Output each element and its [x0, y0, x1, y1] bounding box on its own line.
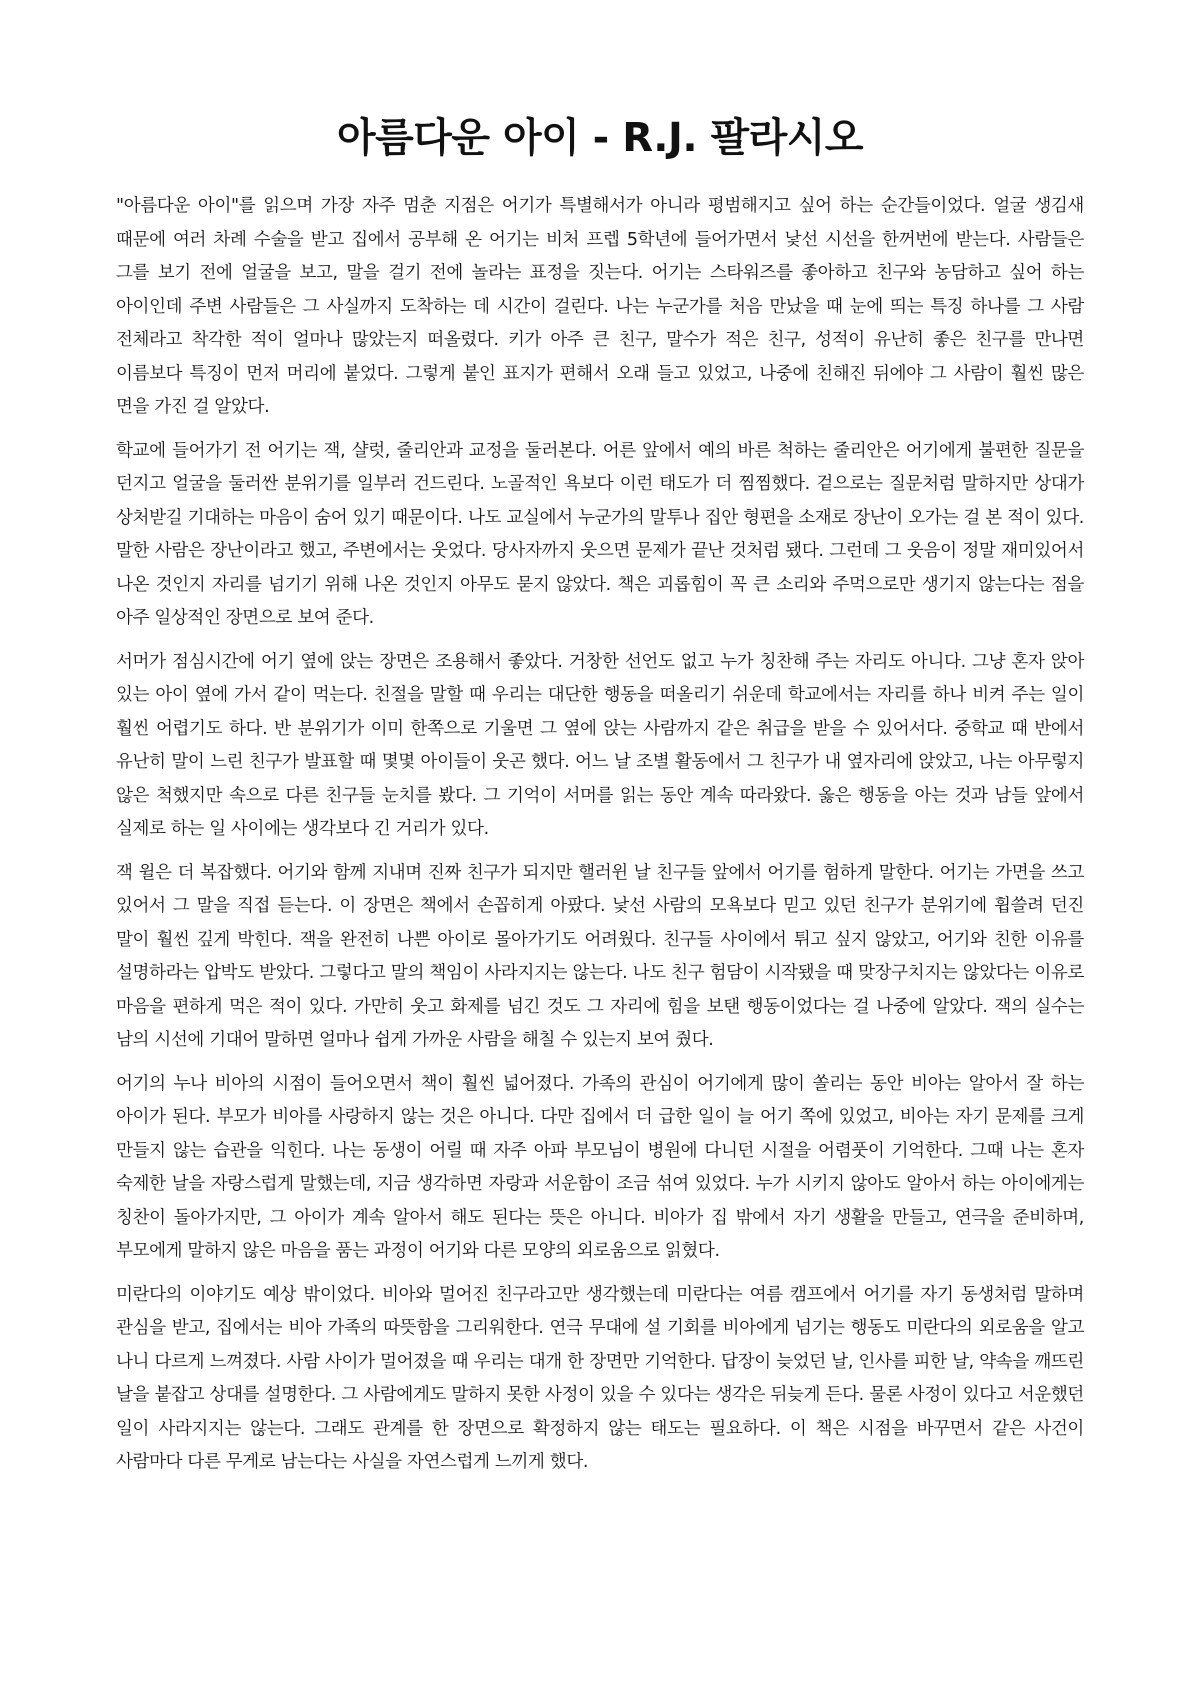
- body-paragraph: 서머가 점심시간에 어기 옆에 앉는 장면은 조용해서 좋았다. 거창한 선언도 없고 누가 칭찬해 주는 자리도 아니다. 그냥 혼자 앉아 있는 아이 옆에 가서 같이 먹는다. 친절을 말할 때 우리는 대단한 행동을 떠올리기 쉬운데 학교에서는 자리를 하나 비켜 주는 일이 훨씬 어렵기도 하다. 반 분위기가 이미 한쪽으로 기울면 그 옆에 앉는 사람까지 같은 취급을 받을 수 있어서다. 중학교 때 반에서 유난히 말이 느린 친구가 발표할 때 몇몇 아이들이 웃곤 했다. 어느 날 조별 활동에서 그 친구가 내 옆자리에 앉았고, 나는 아무렇지 않은 척했지만 속으로 다른 친구들 눈치를 봤다. 그 기억이 서머를 읽는 동안 계속 따라왔다. 옳은 행동을 아는 것과 남들 앞에서 실제로 하는 일 사이에는 생각보다 긴 거리가 있다.: [116, 651, 1084, 839]
- document-title: 아름다운 아이 - R.J. 팔라시오: [336, 115, 864, 161]
- body-paragraph: 잭 윌은 더 복잡했다. 어기와 함께 지내며 진짜 친구가 되지만 핼러윈 날 친구들 앞에서 어기를 험하게 말한다. 어기는 가면을 쓰고 있어서 그 말을 직접 듣는다. 이 장면은 책에서 손꼽히게 아팠다. 낯선 사람의 모욕보다 믿고 있던 친구가 분위기에 휩쓸려 던진 말이 훨씬 깊게 박힌다. 잭을 완전히 나쁜 아이로 몰아가기도 어려웠다. 친구들 사이에서 튀고 싶지 않았고, 어기와 친한 이유를 설명하라는 압박도 받았다. 그렇다고 말의 책임이 사라지지는 않는다. 나도 친구 험담이 시작됐을 때 맞장구치지는 않았다는 이유로 마음을 편하게 먹은 적이 있다. 가만히 웃고 화제를 넘긴 것도 그 자리에 힘을 보탠 행동이었다는 걸 나중에 알았다. 잭의 실수는 남의 시선에 기대어 말하면 얼마나 쉽게 가까운 사람을 해칠 수 있는지 보여 줬다.: [116, 862, 1084, 1050]
- body-paragraph: 미란다의 이야기도 예상 밖이었다. 비아와 멀어진 친구라고만 생각했는데 미란다는 여름 캠프에서 어기를 자기 동생처럼 말하며 관심을 받고, 집에서는 비아 가족의 따뜻함을 그리워한다. 연극 무대에 설 기회를 비아에게 넘기는 행동도 미란다의 외로움을 알고 나니 다르게 느껴졌다. 사람 사이가 멀어졌을 때 우리는 대개 한 장면만 기억한다. 답장이 늦었던 날, 인사를 피한 날, 약속을 깨뜨린 날을 붙잡고 상대를 설명한다. 그 사람에게도 말하지 못한 사정이 있을 수 있다는 생각은 뒤늦게 든다. 물론 사정이 있다고 서운했던 일이 사라지지는 않는다. 그래도 관계를 한 장면으로 확정하지 않는 태도는 필요하다. 이 책은 시점을 바꾸면서 같은 사건이 사람마다 다른 무게로 남는다는 사실을 자연스럽게 느끼게 했다.: [116, 1284, 1084, 1472]
- body-paragraph: 어기의 누나 비아의 시점이 들어오면서 책이 훨씬 넓어졌다. 가족의 관심이 어기에게 많이 쏠리는 동안 비아는 알아서 잘 하는 아이가 된다. 부모가 비아를 사랑하지 않는 것은 아니다. 다만 집에서 더 급한 일이 늘 어기 쪽에 있었고, 비아는 자기 문제를 크게 만들지 않는 습관을 익힌다. 나는 동생이 어릴 때 자주 아파 부모님이 병원에 다니던 시절을 어렴풋이 기억한다. 그때 나는 혼자 숙제한 날을 자랑스럽게 말했는데, 지금 생각하면 자랑과 서운함이 조금 섞여 있었다. 누가 시키지 않아도 알아서 하는 아이에게는 칭찬이 돌아가지만, 그 아이가 계속 알아서 해도 된다는 뜻은 아니다. 비아가 집 밖에서 자기 생활을 만들고, 연극을 준비하며, 부모에게 말하지 않은 마음을 품는 과정이 어기와 다른 모양의 외로움으로 읽혔다.: [116, 1073, 1084, 1261]
- body-paragraph: "아름다운 아이"를 읽으며 가장 자주 멈춘 지점은 어기가 특별해서가 아니라 평범해지고 싶어 하는 순간들이었다. 얼굴 생김새 때문에 여러 차례 수술을 받고 집에서 공부해 온 어기는 비처 프렙 5학년에 들어가면서 낯선 시선을 한꺼번에 받는다. 사람들은 그를 보기 전에 얼굴을 보고, 말을 걸기 전에 놀라는 표정을 짓는다. 어기는 스타워즈를 좋아하고 친구와 농담하고 싶어 하는 아이인데 주변 사람들은 그 사실까지 도착하는 데 시간이 걸린다. 나는 누군가를 처음 만났을 때 눈에 띄는 특징 하나를 그 사람 전체라고 착각한 적이 얼마나 많았는지 떠올렸다. 키가 아주 큰 친구, 말수가 적은 친구, 성적이 유난히 좋은 친구를 만나면 이름보다 특징이 먼저 머리에 붙었다. 그렇게 붙인 표지가 편해서 오래 들고 있었고, 나중에 친해진 뒤에야 그 사람이 훨씬 많은 면을 가진 걸 알았다.: [116, 196, 1084, 417]
- body-paragraph: 학교에 들어가기 전 어기는 잭, 샬럿, 줄리안과 교정을 둘러본다. 어른 앞에서 예의 바른 척하는 줄리안은 어기에게 불편한 질문을 던지고 얼굴을 둘러싼 분위기를 일부러 건드린다. 노골적인 욕보다 이런 태도가 더 찜찜했다. 겉으로는 질문처럼 말하지만 상대가 상처받길 기대하는 마음이 숨어 있기 때문이다. 나도 교실에서 누군가의 말투나 집안 형편을 소재로 장난이 오가는 걸 본 적이 있다. 말한 사람은 장난이라고 했고, 주변에서는 웃었다. 당사자까지 웃으면 문제가 끝난 것처럼 됐다. 그런데 그 웃음이 정말 재미있어서 나온 것인지 자리를 넘기기 위해 나온 것인지 아무도 묻지 않았다. 책은 괴롭힘이 꼭 큰 소리와 주먹으로만 생기지 않는다는 점을 아주 일상적인 장면으로 보여 준다.: [116, 440, 1084, 628]
